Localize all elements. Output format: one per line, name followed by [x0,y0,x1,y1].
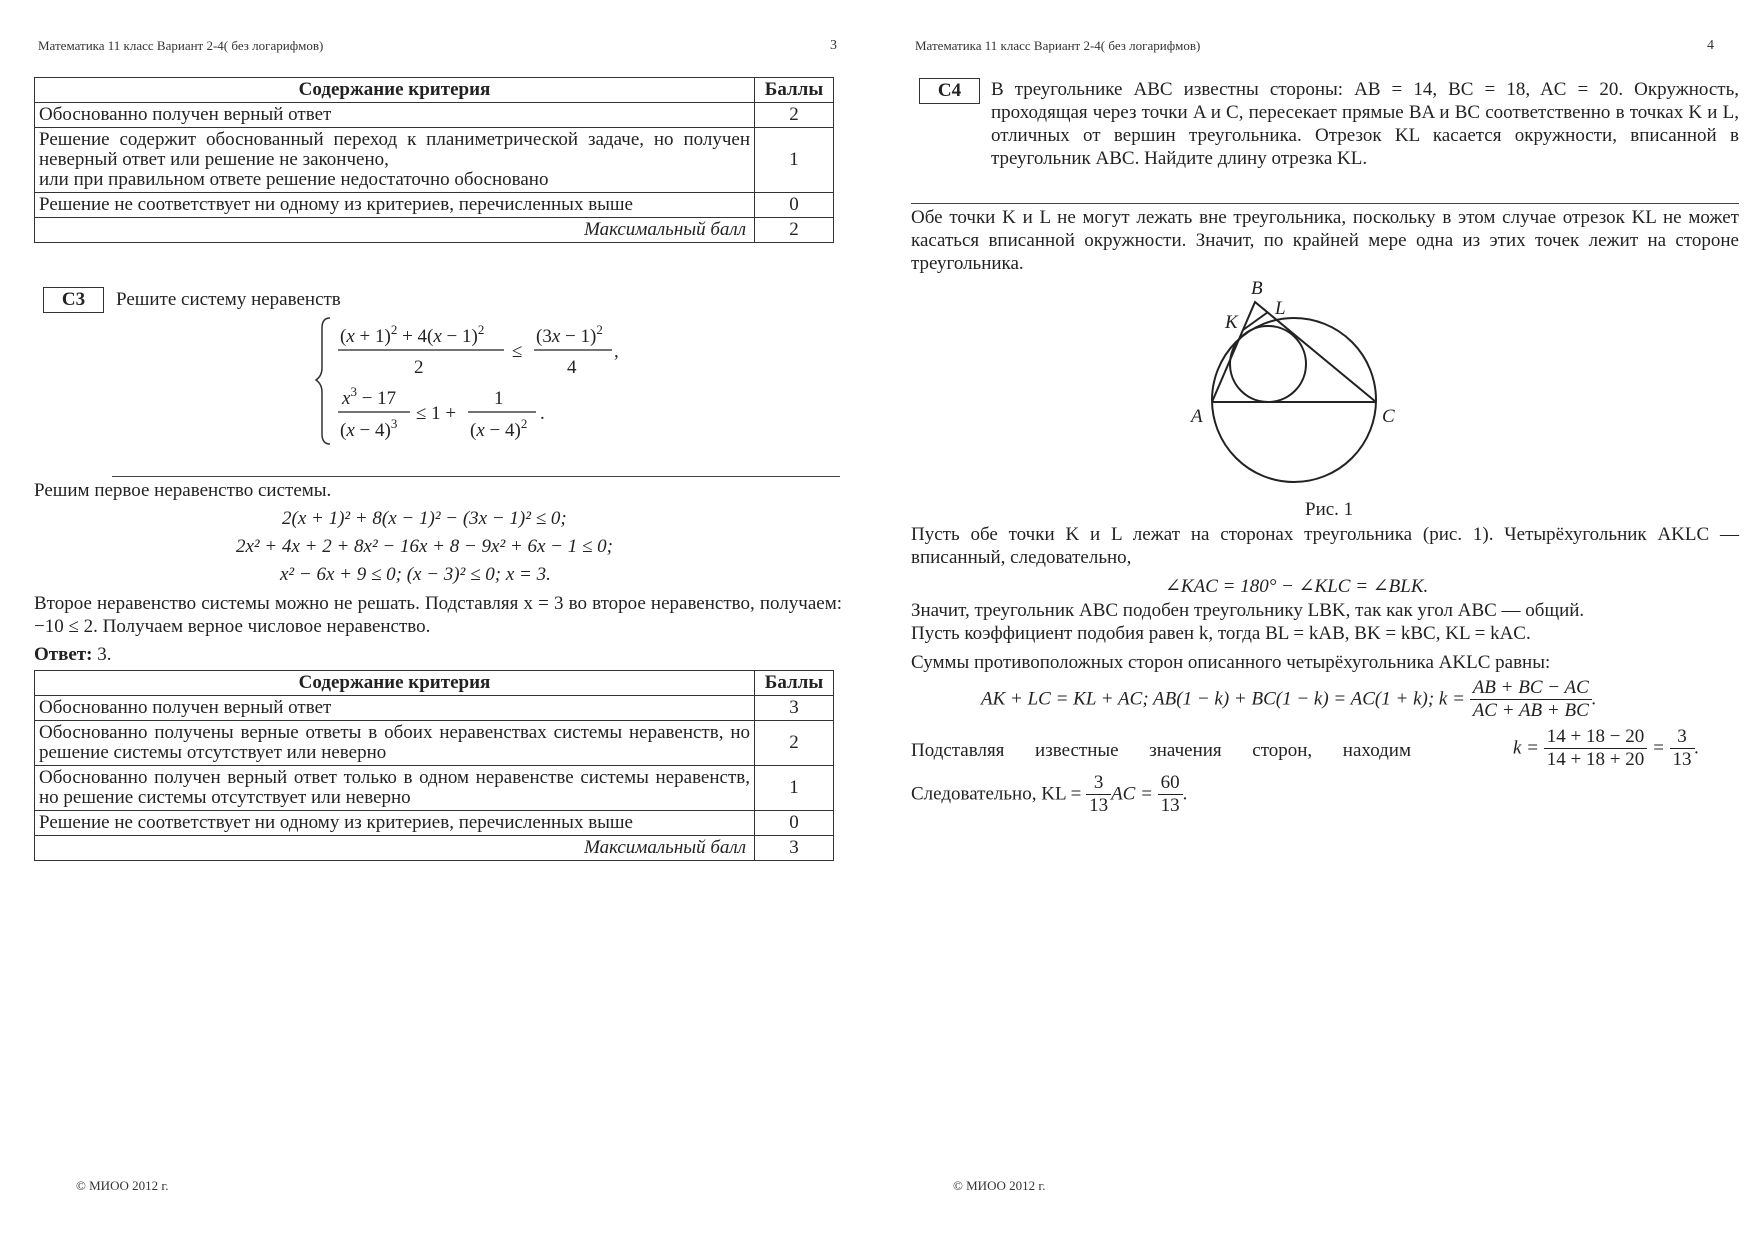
table-row [35,811,834,836]
k-fraction [1470,677,1592,722]
criteria-table-c2 [34,77,834,243]
criteria-text: Обоснованно получены верные ответы в обоих неравенствах системы неравенств, но решение системы отсутствует или неверно [35,721,755,766]
table-row [35,766,834,811]
page-number: 4 [1707,38,1714,53]
subst-k-label: k = [1513,737,1540,759]
angle-equation: ∠KAC = 180° − ∠KLC = ∠BLK. [1165,576,1429,597]
k-fraction-numerator: AB + BC − AC [1470,677,1592,700]
label-c: C [1382,406,1395,427]
criteria-text: Обоснованно получен верный ответ только в одном неравенстве системы неравенств, но решение системы отсутствует или неверно [35,766,755,811]
solution-paragraph-2: Пусть обе точки K и L лежат на сторонах треугольника (рис. 1). Четырёхугольник AKLC — вписанный, следовательно, [911,524,1739,568]
main-equation: AK + LC = KL + AC; AB(1 − k) + BC(1 − k) = AC(1 + k); k = $\frac{AB + BC - AC}{AC + AB + BC}$ . [981,677,1597,721]
page-header: Математика 11 класс Вариант 2-4( без логарифмов) [915,38,1201,53]
solution-intro: Решим первое неравенство системы. [34,480,332,501]
solution-paragraph: Второе неравенство системы можно не решать. Подставляя x = 3 во второе неравенство, получаем: −10 ≤ 2. Получаем верное числовое неравенство. [34,593,842,637]
table-header-row [35,671,834,696]
svg-text:(3x − 1)2: $(3x - 1)^2$ [536,322,603,347]
criteria-text: Решение не соответствует ни одному из критериев, перечисленных выше [35,193,755,218]
max-score-label: Максимальный балл [35,836,755,861]
svg-text:≤: ≤ [512,341,523,362]
right-page [877,0,1754,1239]
task-prompt: Решите систему неравенств [116,289,341,310]
inequality-system [318,312,638,452]
page-footer: © МИОО 2012 г. [76,1178,169,1193]
svg-text:2: 2 [414,357,424,378]
conclusion-fraction-1 [1086,772,1111,817]
criteria-points: 1 [755,128,834,193]
page-number: 3 [830,38,837,53]
table-max-row [35,218,834,243]
label-b: B [1251,278,1263,299]
subst-numerator: 14 + 18 − 20 [1544,726,1647,749]
answer-value: 3. [92,644,112,665]
criteria-text: Решение не соответствует ни одному из критериев, перечисленных выше [35,811,755,836]
substitution-equation: k = $\frac{14 + 18 - 20}{14 + 18 + 20}$ = $\frac{3}{13}$ . [1513,726,1700,770]
svg-text:.: . [540,403,545,424]
answer-line [34,643,111,666]
geometry-figure [1191,276,1409,490]
conclusion-equation: Следовательно, KL = $\frac{3}{13}$ AC = $\frac{60}{13}$ . [911,772,1188,816]
page-header: Математика 11 класс Вариант 2-4( без логарифмов) [38,38,324,53]
table-max-row [35,836,834,861]
solution-paragraph-1: Обе точки K и L не могут лежать вне треугольника, поскольку в этом случае отрезок KL не может касаться вписанной окружности. Значит, по крайней мере одна из этих точек лежит на стороне треугольника. [911,207,1739,274]
criteria-points: 2 [755,721,834,766]
solution-line-2: 2x² + 4x + 2 + 8x² − 16x + 8 − 9x² + 6x − 1 ≤ 0; [236,536,614,557]
svg-text:4: 4 [567,357,577,378]
solution-paragraph-3-line2: Пусть коэффициент подобия равен k, тогда BL = kAB, BK = kBC, KL = kAC. [911,623,1531,644]
table-row [35,103,834,128]
solution-line-1: 2(x + 1)² + 8(x − 1)² − (3x − 1)² ≤ 0; [282,508,567,529]
table-row [35,721,834,766]
subst-result-numerator: 3 [1670,726,1695,749]
main-equation-text: AK + LC = KL + AC; AB(1 − k) + BC(1 − k) = AC(1 + k); k = [981,688,1465,710]
criteria-text [35,128,755,193]
page-footer: © МИОО 2012 г. [953,1178,1046,1193]
svg-text:(x − 4)3: $(x - 4)^3$ [340,416,398,441]
col-header-criteria: Содержание критерия [35,78,755,103]
svg-text:≤ 1 +: ≤ 1 + [416,403,457,424]
svg-text:(x − 4)2: $(x - 4)^2$ [470,416,528,441]
col-header-points: Баллы [755,78,834,103]
criteria-text: Обоснованно получен верный ответ [35,103,755,128]
solution-line-3: x² − 6x + 9 ≤ 0; (x − 3)² ≤ 0; x = 3. [280,564,551,585]
table-row [35,696,834,721]
svg-text:x3 − 17: $x^3 - 17$ [342,384,397,409]
svg-text:1: 1 [494,388,504,409]
section-divider [911,203,1739,204]
col-header-criteria: Содержание критерия [35,671,755,696]
section-divider [112,476,840,477]
subst-result-denominator: 13 [1672,749,1692,770]
col-header-points: Баллы [755,671,834,696]
substitution-text: Подставляя известные значения сторон, находим [911,740,1411,761]
max-score-value: 2 [755,218,834,243]
subst-fraction [1544,726,1647,771]
criteria-text-line: или при правильном ответе решение недостаточно обосновано [39,169,549,190]
criteria-points: 0 [755,193,834,218]
criteria-text: Обоснованно получен верный ответ [35,696,755,721]
conclusion-text: Следовательно, KL = [911,783,1082,805]
table-row [35,128,834,193]
label-l: L [1275,298,1286,319]
conclusion-numerator-1: 3 [1086,772,1111,795]
figure-caption: Рис. 1 [1305,499,1354,520]
solution-paragraph-4: Суммы противоположных сторон описанного четырёхугольника AKLC равны: [911,652,1551,673]
max-score-label: Максимальный балл [35,218,755,243]
svg-text:,: , [614,341,619,362]
criteria-points: 3 [755,696,834,721]
task-tag-c4: С4 [919,78,980,104]
task-tag-c3: С3 [43,287,104,313]
answer-label: Ответ: [34,644,93,665]
conclusion-numerator-2: 60 [1158,772,1183,795]
svg-text:(x + 1)2 + 4(x − 1)2: $(x + 1)^2 + 4(x - 1)^2$ [340,322,485,347]
max-score-value: 3 [755,836,834,861]
conclusion-middle: AC = [1111,783,1153,805]
inscribed-circle [1230,326,1306,402]
table-row [35,193,834,218]
criteria-table-c3 [34,670,834,861]
label-k: K [1225,312,1238,333]
subst-denominator: 14 + 18 + 20 [1546,749,1645,770]
subst-result-fraction [1670,726,1695,771]
criteria-points: 0 [755,811,834,836]
k-fraction-denominator: AC + AB + BC [1472,700,1589,721]
criteria-text-line: Решение содержит обоснованный переход к планиметрической задаче, но получен неверный ответ или решение не закончено, [39,129,750,170]
solution-paragraph-3-line1: Значит, треугольник ABC подобен треугольнику LBK, так как угол ABC — общий. [911,600,1585,621]
criteria-points: 1 [755,766,834,811]
task-problem: В треугольнике ABC известны стороны: AB = 14, BC = 18, AC = 20. Окружность, проходящая через точки A и C, пересекает прямые BA и BC соответственно в точках K и L, отличных от вершин треугольника. Отрезок KL касается окружности, вписанной в треугольник ABC. Найдите длину отрезка KL. [991,79,1739,169]
criteria-points: 2 [755,103,834,128]
label-a: A [1191,406,1203,427]
conclusion-denominator-1: 13 [1089,795,1109,816]
conclusion-denominator-2: 13 [1160,795,1180,816]
conclusion-fraction-2 [1158,772,1183,817]
table-header-row [35,78,834,103]
